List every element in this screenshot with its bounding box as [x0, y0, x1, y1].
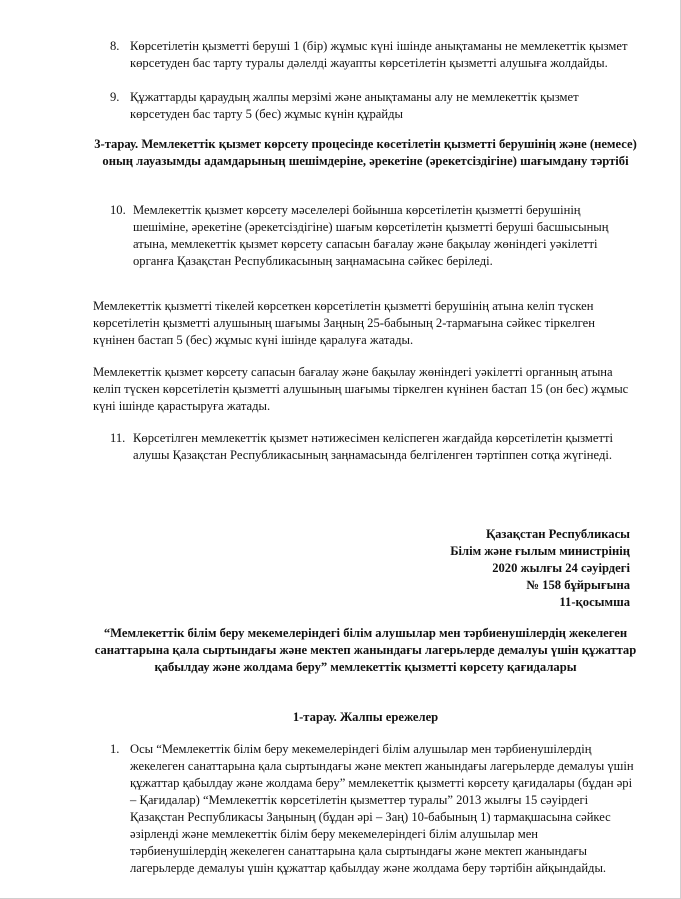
list-item-text: Көрсетілетін қызметті беруші 1 (бір) жұмыс күні ішінде анықтаманы не мемлекеттік қызмет көрсетуден бас тарту туралы дәлелді жауапты көрсетілетін қызметті алушыға жолдайды.	[130, 39, 628, 70]
list-item-text: Осы “Мемлекеттік білім беру мекемелеріндегі білім алушылар мен тәрбиенушілердің жекелеген санаттарына қала сыртындағы және мектеп жанындағы лагерьлерде демалуы үшін құжаттар қабылдау және жолдама беру” мемлекеттік қызметті көрсету қағидалары (бұдан әрі – Қағидалар) “Мемлекеттік көрсетілетін қызметтер туралы” 2013 жылғы 15 сәуірдегі Қазақстан Республикасы Заңының (бұдан әрі – Заң) 10-бабының 1) тармақшасына сәйкес әзірленді және мемлекеттік білім беру мекемелеріндегі білім алушылар мен тәрбиенушілердің жекелеген санаттарына қала сыртындағы және мектеп жанындағы лагерьлерде демалуы үшін құжаттар қабылдау және жолдама беру тәртібін айқындайды.	[130, 742, 634, 875]
document-title: “Мемлекеттік білім беру мекемелеріндегі білім алушылар мен тәрбиенушілердің жекелеген санаттарына қала сыртындағы және мектеп жанындағы лагерьлерде демалуы үшін құжаттар қабылдау және жолдама беру” мемлекеттік қызметті көрсету қағидалары	[94, 626, 637, 674]
list-item-number: 11.	[110, 431, 126, 445]
paragraph-complaint-authority: Мемлекеттік қызмет көрсету сапасын бағалау және бақылау жөніндегі уәкілетті органның атына келіп түскен көрсетілетін қызметті алушының шағымы тіркелген күнінен бастап 15 (он бес) жұмыс күні ішінде қарастыруға жатады.	[93, 365, 629, 413]
section-3-heading: 3-тарау. Мемлекеттік қызмет көрсету процесінде көсетілетін қызметті берушінің және (немесе) оның лауазымды адамдарының шешімдеріне, әрекетіне (әрекетсіздігіне) шағымдану тәртібі	[94, 137, 637, 168]
list-item-text: Мемлекеттік қызмет көрсету мәселелері бойынша көрсетілетін қызметті берушінің шешіміне, әрекетіне (әрекетсіздігіне) шағым көрсетілетін қызметті беруші басшысының атына, мемлекеттік қызмет көрсету сапасын бағалау және бақылау жөніндегі уәкілетті органға Қазақстан Республикасының заңнамасына сәйкес беріледі.	[133, 203, 609, 268]
appendix-line: Білім және ғылым министрінің	[450, 544, 630, 558]
list-item-number: 1.	[110, 742, 120, 756]
appendix-line: 2020 жылғы 24 сәуірдегі	[492, 561, 630, 575]
appendix-line: Қазақстан Республикасы	[485, 527, 630, 541]
list-item-8	[110, 38, 635, 72]
appendix-reference	[370, 526, 630, 611]
list-item-11	[110, 430, 635, 464]
list-item-number: 10.	[110, 203, 126, 217]
list-item-10	[110, 202, 635, 270]
paragraph-complaint-provider: Мемлекеттік қызметті тікелей көрсеткен көрсетілетін қызметті берушінің атына келіп түскен көрсетілетін қызметті алушының шағымы Заңның 25-бабының 2-тармағына сәйкес тіркелген күнінен бастап 5 (бес) жұмыс күні ішінде қаралуға жатады.	[93, 299, 595, 347]
appendix-line: 11-қосымша	[559, 595, 630, 609]
list-item-text: Құжаттарды қараудың жалпы мерзімі және анықтаманы алу не мемлекеттік қызмет көрсетуден бас тарту 5 (бес) жұмыс күнін құрайды	[130, 90, 579, 121]
list-item-1	[110, 741, 635, 877]
list-item-number: 8.	[110, 39, 120, 53]
list-item-9	[110, 89, 635, 123]
section-1-heading: 1-тарау. Жалпы ережелер	[292, 710, 439, 724]
appendix-line: № 158 бұйрығына	[526, 578, 630, 592]
list-item-text: Көрсетілген мемлекеттік қызмет нәтижесімен келіспеген жағдайда көрсетілетін қызметті алушы Қазақстан Республикасының заңнамасында белгіленген тәртіппен сотқа жүгінеді.	[133, 431, 613, 462]
list-item-number: 9.	[110, 90, 120, 104]
